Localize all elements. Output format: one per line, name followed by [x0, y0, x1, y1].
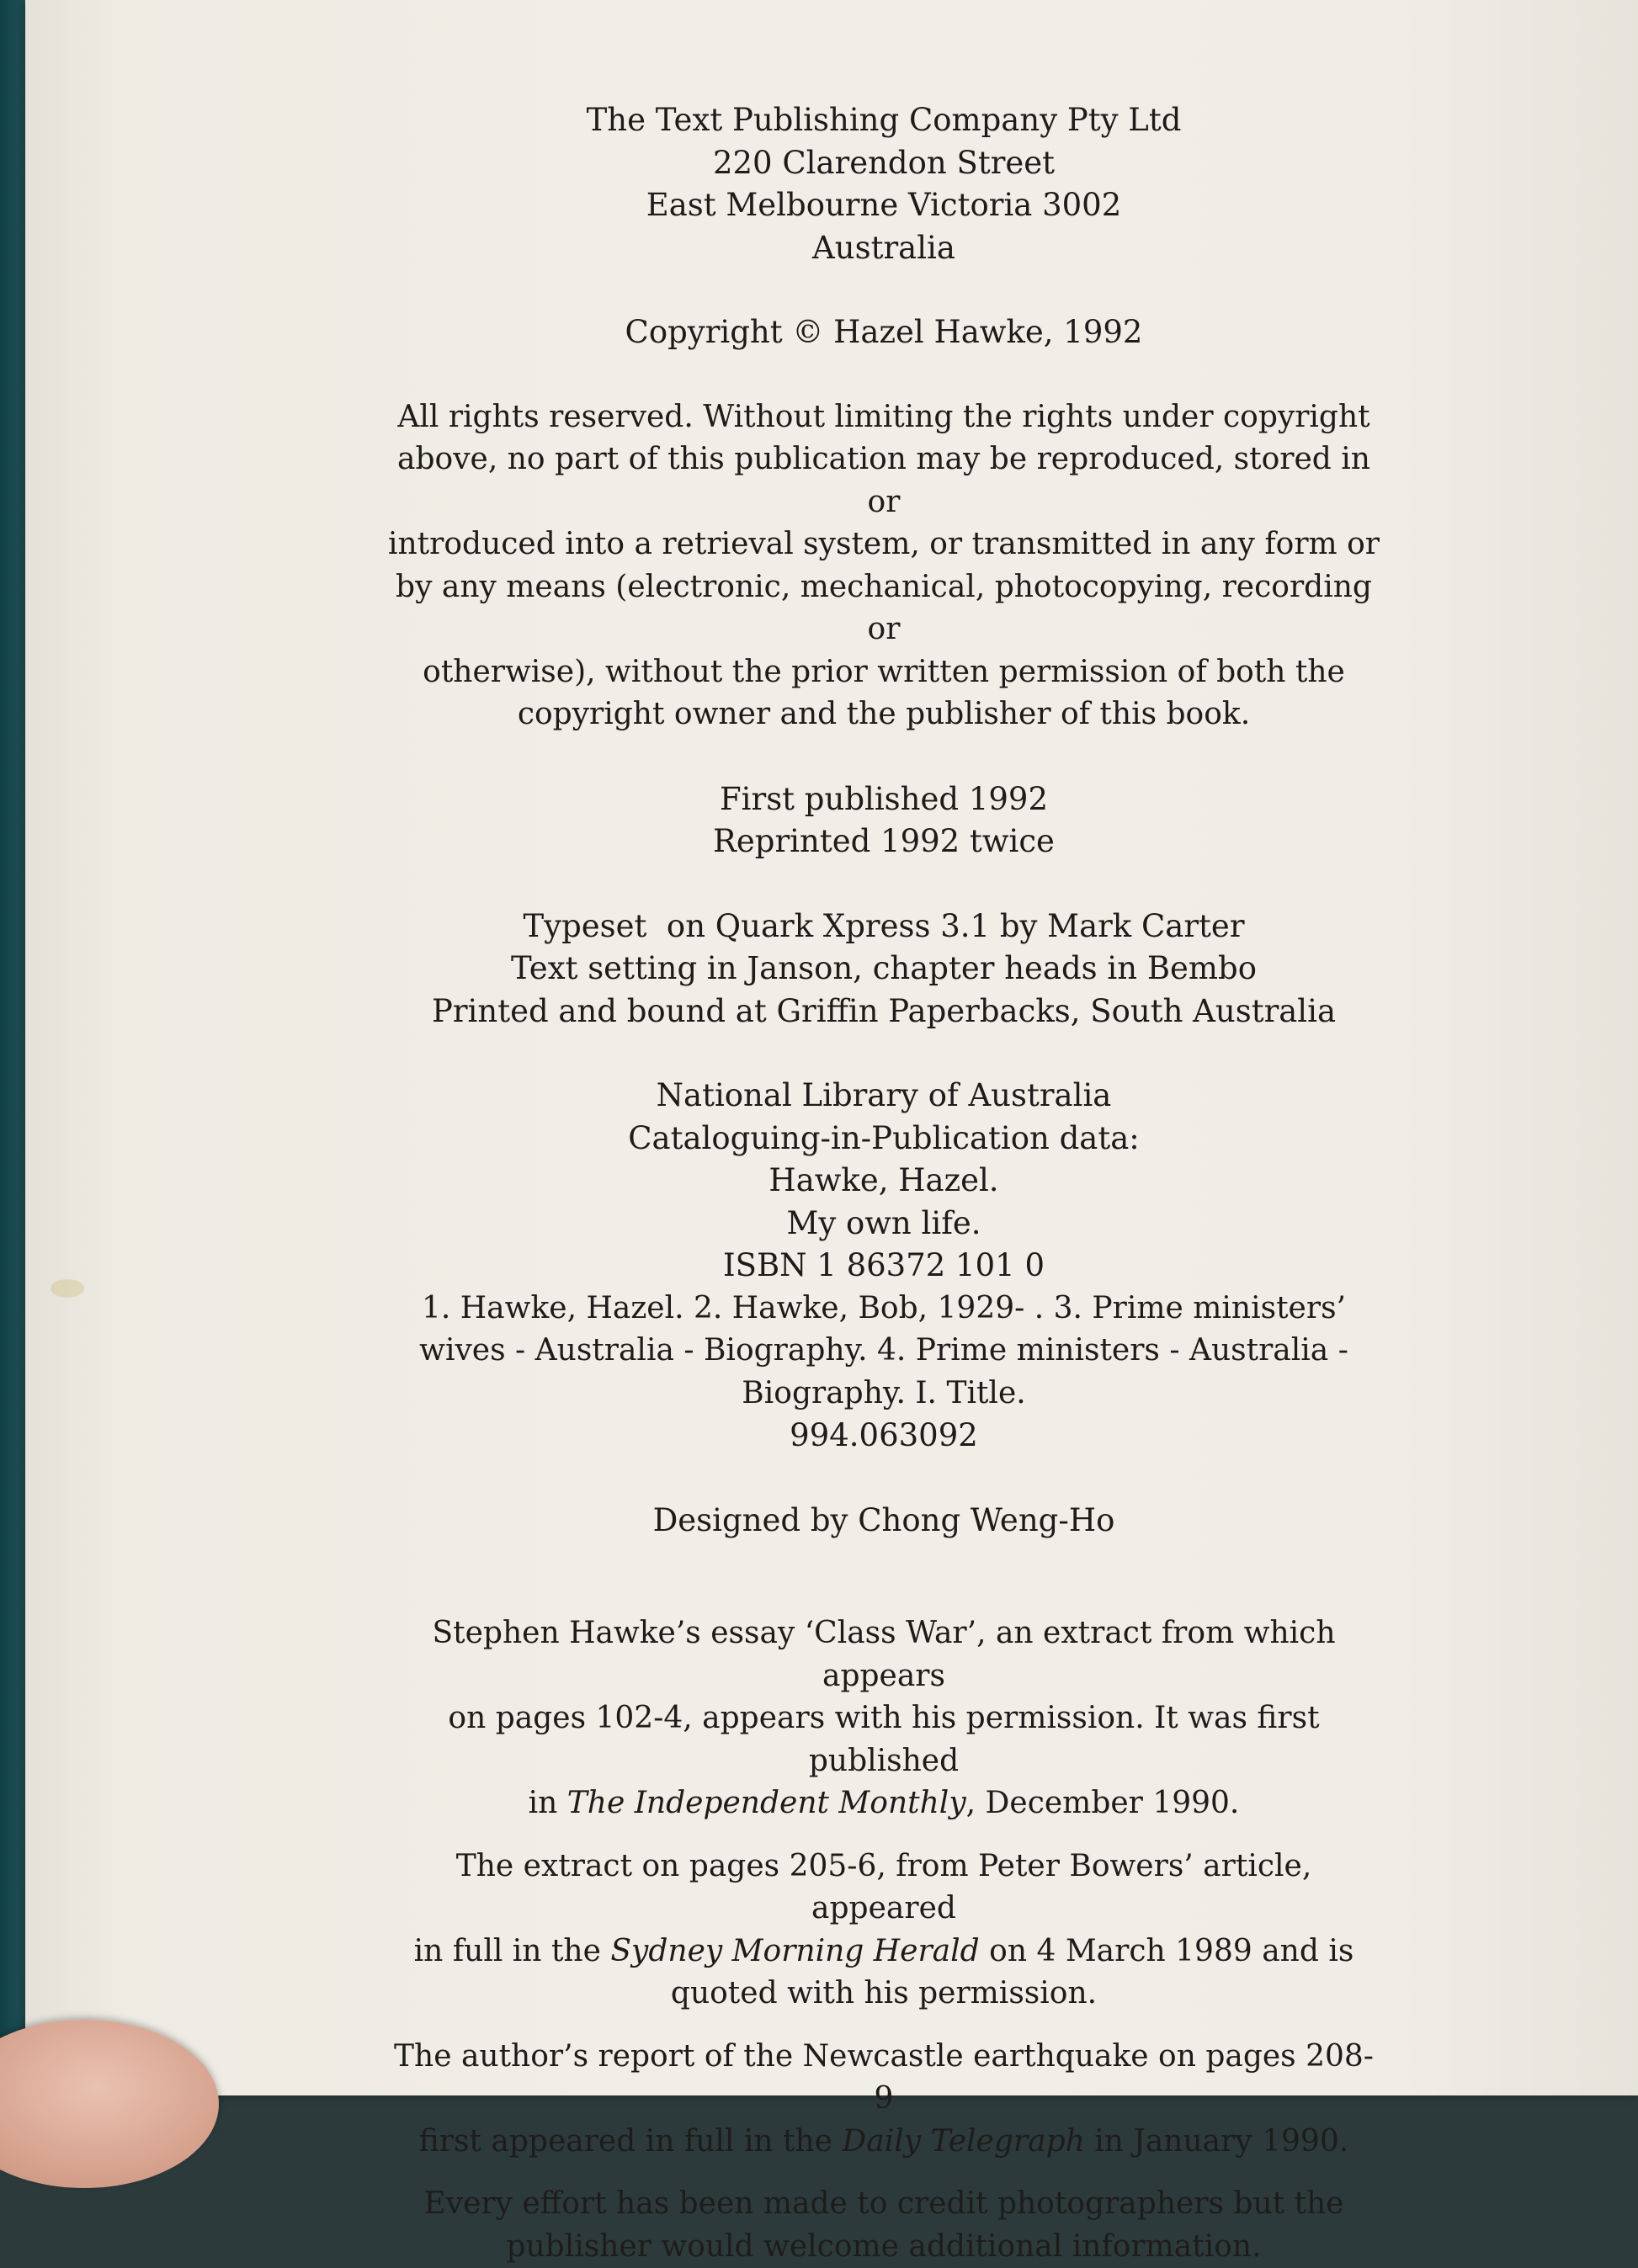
credit-text: in January 1990. [1085, 2124, 1348, 2159]
rights-line: otherwise), without the prior written permission of both the [387, 651, 1380, 694]
credit-text: , December 1990. [966, 1786, 1240, 1820]
publication-title: Sydney Morning Herald [610, 1934, 979, 1968]
subject-line: wives - Australia - Biography. 4. Prime ministers - Australia - [387, 1330, 1380, 1373]
credit-text: in [529, 1786, 567, 1820]
essay-credit [387, 1612, 1380, 1825]
catalogue-author: Hawke, Hazel. [387, 1160, 1380, 1203]
credit-line: publisher would welcome additional information. [387, 2226, 1380, 2268]
cip-heading: Cataloguing-in-Publication data: [387, 1118, 1380, 1161]
credit-line: on pages 102-4, appears with his permission. It was first published [387, 1697, 1380, 1782]
publisher-city: East Melbourne Victoria 3002 [387, 184, 1380, 227]
credit-line [387, 1782, 1380, 1825]
cataloguing-data [387, 1075, 1380, 1458]
bowers-credit [387, 1846, 1380, 2016]
rights-statement [387, 396, 1380, 736]
designer-line: Designed by Chong Weng-Ho [387, 1500, 1380, 1543]
dewey-number: 994.063092 [387, 1415, 1380, 1458]
credit-text: first appeared in full in the [419, 2124, 843, 2159]
copyright-page [25, 0, 1638, 2095]
subject-line: 1. Hawke, Hazel. 2. Hawke, Bob, 1929- . 3. Prime ministers’ [387, 1288, 1380, 1331]
photographer-credit [387, 2183, 1380, 2268]
production-details [387, 906, 1380, 1033]
publisher-country: Australia [387, 227, 1380, 270]
subject-line: Biography. I. Title. [387, 1373, 1380, 1416]
credit-line: Stephen Hawke’s essay ‘Class War’, an extract from which appears [387, 1612, 1380, 1697]
catalogue-title: My own life. [387, 1203, 1380, 1246]
publication-history [387, 778, 1380, 863]
credit-line [387, 1931, 1380, 1973]
page-content [387, 99, 1380, 2268]
rights-line: by any means (electronic, mechanical, photocopying, recording or [387, 566, 1380, 651]
library-name: National Library of Australia [387, 1075, 1380, 1118]
credit-line [387, 2121, 1380, 2164]
copyright-notice [387, 311, 1380, 354]
credit-text: on 4 March 1989 and is [980, 1934, 1354, 1968]
credit-text: in full in the [414, 1934, 611, 1968]
publisher-address [387, 99, 1380, 269]
publisher-name: The Text Publishing Company Pty Ltd [387, 99, 1380, 142]
isbn: ISBN 1 86372 101 0 [387, 1245, 1380, 1288]
earthquake-credit [387, 2036, 1380, 2164]
text-setting-line: Text setting in Janson, chapter heads in Bembo [387, 948, 1380, 991]
publisher-street: 220 Clarendon Street [387, 142, 1380, 185]
paper-stain [51, 1279, 84, 1298]
designer-credit [387, 1500, 1380, 1543]
credit-line: The author’s report of the Newcastle earthquake on pages 208-9 [387, 2036, 1380, 2121]
first-published: First published 1992 [387, 778, 1380, 821]
publication-title: The Independent Monthly [567, 1786, 966, 1820]
credit-line: The extract on pages 205-6, from Peter Bowers’ article, appeared [387, 1846, 1380, 1931]
rights-line: All rights reserved. Without limiting the rights under copyright [387, 396, 1380, 439]
rights-line: copyright owner and the publisher of this book. [387, 693, 1380, 736]
rights-line: introduced into a retrieval system, or transmitted in any form or [387, 523, 1380, 566]
credit-line: quoted with his permission. [387, 1973, 1380, 2016]
printed-line: Printed and bound at Griffin Paperbacks, South Australia [387, 991, 1380, 1033]
publication-title: Daily Telegraph [842, 2124, 1084, 2159]
credit-line: Every effort has been made to credit photographers but the [387, 2183, 1380, 2226]
copyright-line: Copyright © Hazel Hawke, 1992 [387, 311, 1380, 354]
typeset-line: Typeset on Quark Xpress 3.1 by Mark Carter [387, 906, 1380, 948]
rights-line: above, no part of this publication may be reproduced, stored in or [387, 438, 1380, 523]
reprinted: Reprinted 1992 twice [387, 821, 1380, 863]
